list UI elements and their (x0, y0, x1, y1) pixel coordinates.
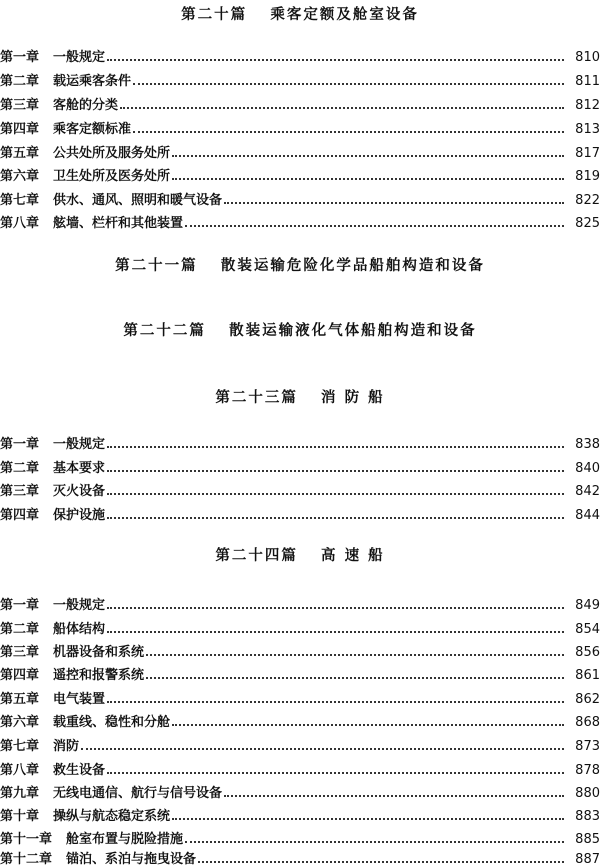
page-number: 880 (575, 786, 600, 801)
page-number: 811 (575, 74, 600, 89)
chapter-number: 第三章 (0, 484, 40, 499)
page-number: 825 (575, 216, 600, 231)
dot-leader (172, 724, 564, 726)
chapter-number: 第三章 (0, 98, 40, 113)
part-name: 散装运输危险化学品船舶构造和设备 (220, 257, 485, 274)
toc-entry[interactable] (0, 824, 600, 846)
dot-leader (107, 631, 564, 633)
toc-entry[interactable] (0, 660, 600, 682)
dot-leader (107, 59, 564, 61)
chapter-number: 第十章 (0, 809, 40, 824)
part-label: 第二十三篇 (215, 389, 298, 406)
part-label: 第二十一篇 (115, 257, 198, 274)
part-name: 高 速 船 (321, 547, 385, 564)
chapter-number: 第九章 (0, 786, 40, 801)
chapter-number: 第三章 (0, 645, 40, 660)
page-number: 861 (575, 668, 600, 683)
dot-leader (224, 202, 564, 204)
chapter-number: 第四章 (0, 508, 40, 523)
toc-entry[interactable] (0, 453, 600, 475)
page-number: 885 (575, 832, 600, 847)
chapter-title: 公共处所及服务处所 (53, 146, 171, 161)
dot-leader (107, 470, 564, 472)
chapter-title: 消防 (53, 739, 80, 754)
page-number: 822 (575, 193, 600, 208)
dot-leader (107, 446, 564, 448)
page-number: 819 (575, 169, 600, 184)
chapter-title: 舱室布置与脱险措施 (66, 832, 184, 847)
toc-entry[interactable] (0, 42, 600, 64)
toc-entry[interactable] (0, 90, 600, 112)
chapter-title: 基本要求 (53, 461, 106, 476)
page-number: 883 (575, 809, 600, 824)
toc-entry[interactable] (0, 590, 600, 612)
chapter-number: 第七章 (0, 193, 40, 208)
page-number: 842 (575, 484, 600, 499)
dot-leader (133, 131, 564, 133)
chapter-number: 第七章 (0, 739, 40, 754)
part-label: 第二十篇 (181, 6, 248, 23)
chapter-title: 救生设备 (53, 763, 106, 778)
chapter-number: 第六章 (0, 169, 40, 184)
chapter-number: 第四章 (0, 122, 40, 137)
chapter-title: 舷墙、栏杆和其他装置 (53, 216, 184, 231)
dot-leader (107, 772, 564, 774)
dot-leader (224, 795, 564, 797)
page-number: 849 (575, 598, 600, 613)
part-title (0, 254, 600, 275)
dot-leader (185, 841, 564, 843)
dot-leader (107, 607, 564, 609)
dot-leader (81, 748, 564, 750)
chapter-title: 一般规定 (53, 598, 106, 613)
part-title (0, 3, 600, 24)
chapter-number: 第五章 (0, 692, 40, 707)
toc-entry[interactable] (0, 66, 600, 88)
page-number: 838 (575, 437, 600, 452)
chapter-number: 第八章 (0, 216, 40, 231)
dot-leader (107, 701, 564, 703)
chapter-title: 操纵与航态稳定系统 (53, 809, 171, 824)
page-number: 873 (575, 739, 600, 754)
dot-leader (107, 517, 564, 519)
page-number: 868 (575, 715, 600, 730)
page-number: 862 (575, 692, 600, 707)
chapter-title: 一般规定 (53, 437, 106, 452)
dot-leader (185, 225, 564, 227)
part-label: 第二十四篇 (215, 547, 298, 564)
part-title (0, 319, 600, 340)
toc-entry[interactable] (0, 778, 600, 800)
dot-leader (172, 178, 564, 180)
page-number: 840 (575, 461, 600, 476)
chapter-number: 第一章 (0, 598, 40, 613)
part-name: 消 防 船 (321, 389, 385, 406)
toc-entry[interactable] (0, 161, 600, 183)
chapter-title: 船体结构 (53, 622, 106, 637)
toc-entry[interactable] (0, 429, 600, 451)
dot-leader (107, 493, 564, 495)
page-number: 810 (575, 50, 600, 65)
page-number: 813 (575, 122, 600, 137)
part-name: 散装运输液化气体船舶构造和设备 (229, 322, 477, 339)
part-label: 第二十二篇 (123, 322, 206, 339)
dot-leader (146, 677, 564, 679)
chapter-number: 第八章 (0, 763, 40, 778)
toc-entry[interactable] (0, 476, 600, 498)
toc-entry[interactable] (0, 138, 600, 160)
chapter-number: 第一章 (0, 50, 40, 65)
dot-leader (198, 861, 564, 863)
page-number: 817 (575, 146, 600, 161)
toc-entry[interactable] (0, 684, 600, 706)
toc-entry[interactable] (0, 614, 600, 636)
dot-leader (172, 818, 564, 820)
chapter-title: 一般规定 (53, 50, 106, 65)
page-number: 854 (575, 622, 600, 637)
chapter-number: 第二章 (0, 461, 40, 476)
chapter-title: 乘客定额标准 (53, 122, 132, 137)
chapter-number: 第一章 (0, 437, 40, 452)
chapter-title: 无线电通信、航行与信号设备 (53, 786, 223, 801)
toc-entry[interactable] (0, 637, 600, 659)
part-name: 乘客定额及舱室设备 (270, 6, 419, 23)
chapter-title: 卫生处所及医务处所 (53, 169, 171, 184)
toc-entry[interactable] (0, 500, 600, 522)
chapter-title: 载重线、稳性和分舱 (53, 715, 171, 730)
chapter-number: 第十二章 (0, 852, 53, 867)
chapter-title: 客舱的分类 (53, 98, 119, 113)
chapter-number: 第五章 (0, 146, 40, 161)
toc-entry[interactable] (0, 801, 600, 823)
chapter-title: 灭火设备 (53, 484, 106, 499)
toc-entry[interactable] (0, 208, 600, 230)
part-title (0, 544, 600, 565)
page-number: 812 (575, 98, 600, 113)
chapter-title: 锚泊、系泊与拖曳设备 (66, 852, 197, 867)
chapter-title: 供水、通风、照明和暖气设备 (53, 193, 223, 208)
toc-entry[interactable] (0, 185, 600, 207)
chapter-title: 载运乘客条件 (53, 74, 132, 89)
page-number: 887 (575, 852, 600, 867)
page-number: 844 (575, 508, 600, 523)
chapter-number: 第二章 (0, 622, 40, 637)
toc-entry[interactable] (0, 114, 600, 136)
dot-leader (172, 155, 564, 157)
toc-entry[interactable] (0, 707, 600, 729)
toc-entry[interactable] (0, 731, 600, 753)
chapter-number: 第十一章 (0, 832, 53, 847)
page-number: 856 (575, 645, 600, 660)
chapter-title: 保护设施 (53, 508, 106, 523)
dot-leader (133, 83, 564, 85)
chapter-number: 第二章 (0, 74, 40, 89)
chapter-number: 第六章 (0, 715, 40, 730)
chapter-title: 电气装置 (53, 692, 106, 707)
part-title (0, 386, 600, 407)
toc-entry[interactable] (0, 844, 600, 866)
page-number: 878 (575, 763, 600, 778)
toc-entry[interactable] (0, 755, 600, 777)
dot-leader (120, 107, 564, 109)
chapter-title: 机器设备和系统 (53, 645, 145, 660)
dot-leader (146, 654, 564, 656)
chapter-number: 第四章 (0, 668, 40, 683)
chapter-title: 遥控和报警系统 (53, 668, 145, 683)
